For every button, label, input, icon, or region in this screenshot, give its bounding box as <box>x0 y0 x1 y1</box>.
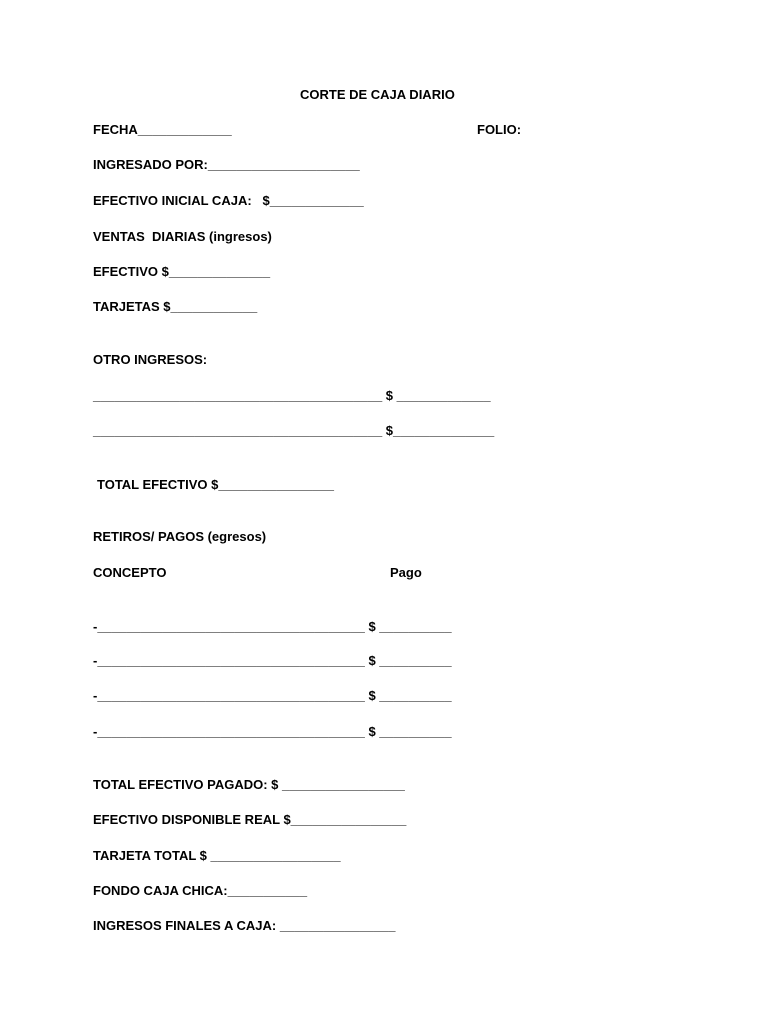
otro-ingreso-line: ________________________________________ $______________ <box>93 423 495 438</box>
total-efectivo-pagado-field: TOTAL EFECTIVO PAGADO: $ _________________ <box>93 777 405 792</box>
ingresos-finales-field: INGRESOS FINALES A CAJA: ________________ <box>93 918 396 933</box>
concepto-column-header: CONCEPTO <box>93 565 167 580</box>
otro-ingreso-line: ________________________________________ $ _____________ <box>93 388 491 403</box>
efectivo-field: EFECTIVO $______________ <box>93 264 271 279</box>
retiros-pagos-heading: RETIROS/ PAGOS (egresos) <box>93 529 267 544</box>
total-efectivo-field: TOTAL EFECTIVO $________________ <box>97 477 335 492</box>
pago-line: -_____________________________________ $ __________ <box>93 724 452 739</box>
pago-line: -_____________________________________ $ __________ <box>93 653 452 668</box>
ventas-diarias-heading: VENTAS DIARIAS (ingresos) <box>93 229 272 244</box>
ingresado-por-field: INGRESADO POR:_____________________ <box>93 157 360 172</box>
pago-line: -_____________________________________ $ __________ <box>93 688 452 703</box>
tarjetas-field: TARJETAS $____________ <box>93 299 258 314</box>
pago-column-header: Pago <box>390 565 422 580</box>
efectivo-disponible-field: EFECTIVO DISPONIBLE REAL $________________ <box>93 812 407 827</box>
otro-ingresos-heading: OTRO INGRESOS: <box>93 352 208 367</box>
tarjeta-total-field: TARJETA TOTAL $ __________________ <box>93 848 341 863</box>
pago-line: -_____________________________________ $ __________ <box>93 619 452 634</box>
folio-field: FOLIO: <box>477 122 522 137</box>
fondo-caja-chica-field: FONDO CAJA CHICA:___________ <box>93 883 308 898</box>
fecha-field: FECHA_____________ <box>93 122 232 137</box>
efectivo-inicial-field: EFECTIVO INICIAL CAJA: $_____________ <box>93 193 364 208</box>
document-title: CORTE DE CAJA DIARIO <box>300 87 455 102</box>
